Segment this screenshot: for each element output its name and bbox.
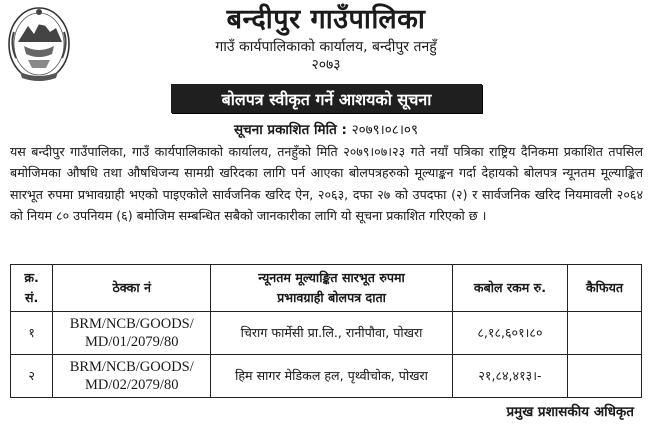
header-contract-no: ठेक्का नं [53, 265, 211, 312]
row-serial: २ [11, 355, 53, 398]
table-row [11, 355, 642, 398]
row-bidder: हिम सागर मेडिकल हल, पृथ्वीचोक, पोखरा [211, 355, 453, 398]
row-serial: १ [11, 312, 53, 355]
header-amount: कबोल रकम रु. [452, 265, 567, 312]
row-contract-no: BRM/NCB/GOODS/ MD/01/2079/80 [53, 312, 211, 355]
notice-paragraph: यस बन्दीपुर गाउँपालिका, गाउँ कार्यपालिकाको कार्यालय, तनहुँको मिति २०७९।०७।२३ गते नयाँ पत्रिका राष्ट्रिय दैनिकमा प्रकाशित तपसिल बमोजिमका औषधि तथा औषधिजन्य सामग्री खरिदका लागि पर्न आएका बोलपत्रहरुको मूल्याङ्कन गर्दा देहायको बोलपत्र न्यूनतम मूल्याङ्कित सारभूत रुपमा प्रभावग्राही भएको पाइएकोले सार्वजनिक खरिद ऐन, २०६३, दफा २७ को उपदफा (२) र सार्वजनिक खरिद नियमावली २०६४ को नियम ८० उपनियम (६) बमोजिम सम्बन्धित सबैको जानकारीका लागि यो सूचना प्रकाशित गरिएको छ । [10, 144, 643, 223]
row-bidder: चिराग फार्मेसी प्रा.लि., रानीपौवा, पोखरा [211, 312, 453, 355]
notice-heading: बोलपत्र स्वीकृत गर्ने आशयको सूचना [171, 84, 482, 113]
publication-date-value: २०७९।०८।०९ [351, 122, 418, 138]
signatory-title: प्रमुख प्रशासकीय अधिकृत [506, 404, 634, 420]
header-bidder: न्यूनतम मूल्याङ्कित सारभूत रुपमा प्रभावग्राही बोलपत्र दाता [211, 265, 453, 312]
header-remarks: कैफियत [568, 265, 642, 312]
row-contract-no: BRM/NCB/GOODS/ MD/02/2079/80 [53, 355, 211, 398]
table-row [11, 312, 642, 355]
row-amount: २१,८४,४१३।- [452, 355, 567, 398]
office-title: बन्दीपुर गाउँपालिका [226, 4, 426, 35]
establishment-year: २०७३ [311, 57, 341, 73]
office-subtitle: गाउँ कार्यपालिकाको कार्यालय, बन्दीपुर तनहुँ [215, 39, 437, 55]
publication-date-label: सूचना प्रकाशित मिति : [234, 122, 347, 138]
bid-table [10, 264, 642, 398]
row-amount: ८,१८,६०१।८० [452, 312, 567, 355]
header-serial: क्र. सं. [11, 265, 53, 312]
publication-date [0, 121, 652, 139]
table-header-row [11, 265, 642, 312]
row-remarks [568, 312, 642, 355]
row-remarks [568, 355, 642, 398]
